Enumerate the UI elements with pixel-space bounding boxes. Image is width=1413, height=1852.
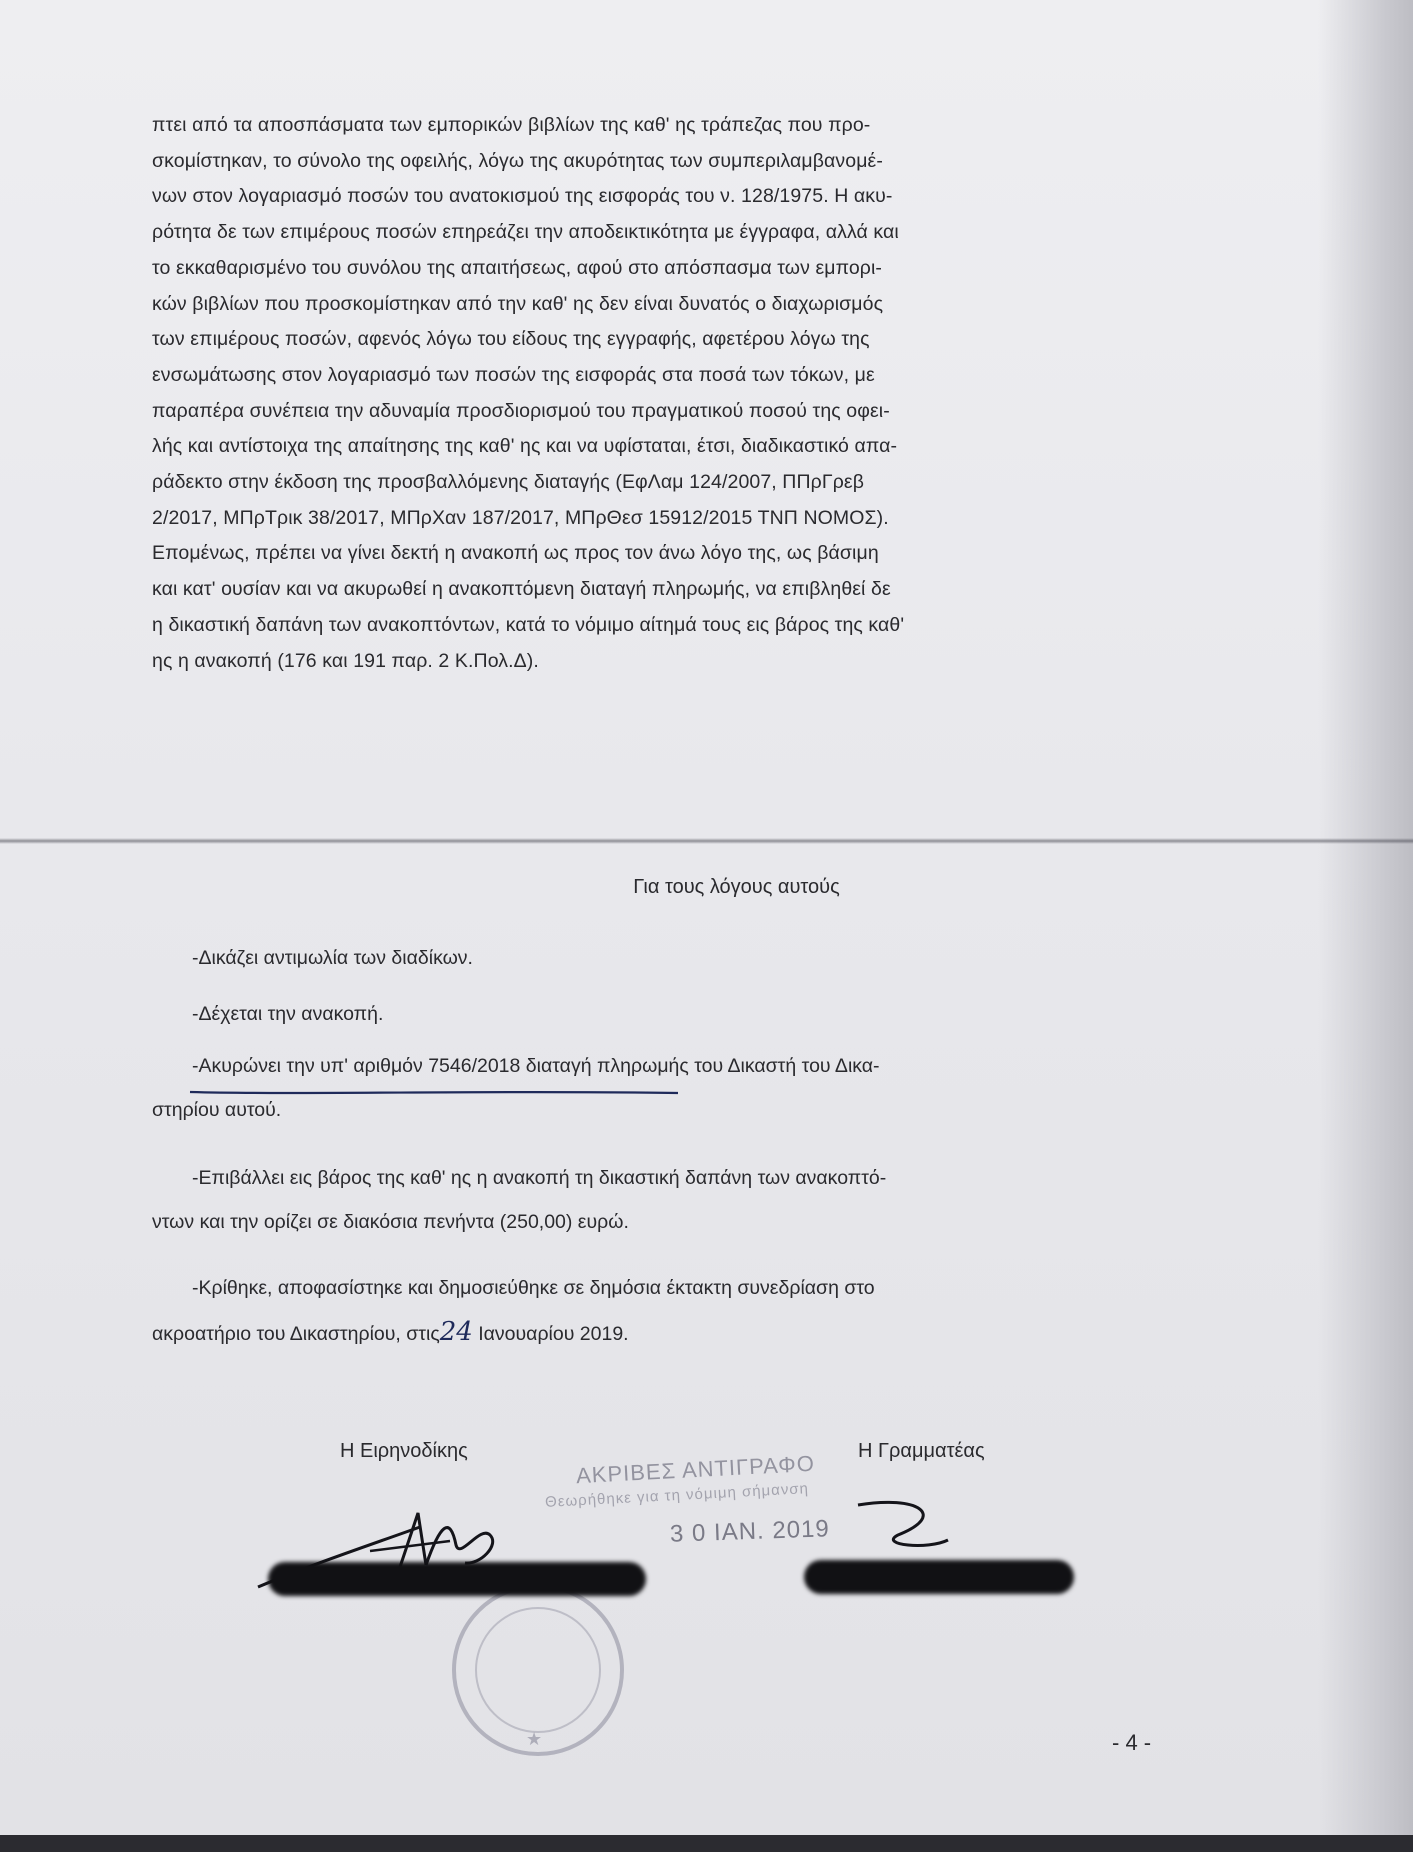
ruling-item-text: -Δέχεται την ανακοπή. <box>192 1003 384 1025</box>
ruling-item <box>152 992 1178 1036</box>
handwritten-underline <box>188 1088 680 1096</box>
handwritten-day: 24 <box>439 1317 473 1347</box>
paragraph-line: κών βιβλίων που προσκομίστηκαν από την καθ' ης δεν είναι δυνατός ο διαχωρισμός <box>152 292 884 315</box>
signature-label-secretary: Η Γραμματέας <box>858 1440 985 1462</box>
stamp-title: ΑΚΡΙΒΕΣ ΑΝΤΙΓΡΑΦΟ <box>575 1450 816 1489</box>
signature-label-judge: Η Ειρηνοδίκης <box>340 1440 468 1462</box>
ruling-item-text-final <box>152 1310 1178 1356</box>
ruling-item-text: στηρίου αυτού. <box>152 1099 282 1121</box>
round-seal-icon <box>448 1580 628 1760</box>
ruling-item <box>152 1266 1178 1356</box>
ruling-item-text: -Ακυρώνει την υπ' αριθμόν 7546/2018 διαταγή πληρωμής του Δικαστή του Δικα- <box>192 1055 880 1077</box>
paper-fold-line <box>0 838 1413 844</box>
paragraph-line: των επιμέρους ποσών, αφενός λόγω του είδους της εγγραφής, αφετέρου λόγω της <box>152 328 870 351</box>
page-number: - 4 - <box>1112 1730 1152 1755</box>
paragraph-line: η δικαστική δαπάνη των ανακοπτόντων, κατά το νόμιμο αίτημά τους εις βάρος της καθ' <box>152 613 905 636</box>
stamp-date: 3 0 ΙΑΝ. 2019 <box>669 1515 831 1548</box>
paragraph-line: ενσωμάτωσης στον λογαριασμό των ποσών της εισφοράς στα ποσά των τόκων, με <box>152 363 875 386</box>
scan-bottom-edge <box>0 1835 1413 1852</box>
redacted-name-secretary <box>804 1560 1074 1594</box>
redacted-name-judge <box>268 1562 646 1596</box>
ruling-item-text: -Επιβάλλει εις βάρος της καθ' ης η ανακοπή τη δικαστική δαπάνη των ανακοπτό- <box>192 1167 887 1189</box>
stamp-subtitle: Θεωρήθηκε για τη νόμιμη σήμανση <box>544 1480 810 1511</box>
page-edge-shadow <box>1318 0 1413 1852</box>
ruling-item-text: -Δικάζει αντιμωλία των διαδίκων. <box>192 947 473 969</box>
paragraph-line: ης η ανακοπή (176 και 191 παρ. 2 Κ.Πολ.Δ). <box>152 649 539 672</box>
paragraph-line: σκομίστηκαν, το σύνολο της οφειλής, λόγω της ακυρότητας των συμπεριλαμβανομέ- <box>152 149 883 172</box>
paragraph-line: ρότητα δε των επιμέρους ποσών επηρεάζει την αποδεικτικότητα με έγγραφα, αλλά και <box>152 221 899 244</box>
closing-text: ακροατήριο του Δικαστηρίου, στις <box>152 1323 440 1345</box>
ruling-item-text: ντων και την ορίζει σε διακόσια πενήντα (250,00) ευρώ. <box>152 1211 629 1233</box>
svg-text:★: ★ <box>526 1729 543 1750</box>
closing-text: Ιανουαρίου 2019. <box>472 1323 629 1345</box>
paragraph-line: το εκκαθαρισμένο του συνόλου της απαιτήσεως, αφού στο απόσπασμα των εμπορι- <box>152 256 883 279</box>
paragraph-line: νων στον λογαριασμό ποσών του ανατοκισμού της εισφοράς του ν. 128/1975. Η ακυ- <box>152 185 893 208</box>
ruling-item-text: -Κρίθηκε, αποφασίστηκε και δημοσιεύθηκε σε δημόσια έκτακτη συνεδρίαση στο <box>192 1277 875 1299</box>
paragraph-line: πτει από τα αποσπάσματα των εμπορικών βιβλίων της καθ' ης τράπεζας που προ- <box>152 114 871 136</box>
paragraph-line: λής και αντίστοιχα της απαίτησης της καθ' ης και να υφίσταται, έτσι, διαδικαστικό απα- <box>152 435 898 458</box>
paragraph-line: ράδεκτο στην έκδοση της προσβαλλόμενης διαταγής (ΕφΛαμ 124/2007, ΠΠρΓρεβ <box>152 471 865 494</box>
paragraph-line: παραπέρα συνέπεια την αδυναμία προσδιορισμού του πραγματικού ποσού της οφει- <box>152 399 890 422</box>
paragraph-line: 2/2017, ΜΠρΤρικ 38/2017, ΜΠρΧαν 187/2017, ΜΠρΘεσ 15912/2015 ΤΝΠ ΝΟΜΟΣ). <box>152 506 889 529</box>
ruling-item <box>152 936 1178 980</box>
main-paragraph <box>152 108 1178 679</box>
paragraph-line: Επομένως, πρέπει να γίνει δεκτή η ανακοπή ως προς τον άνω λόγο της, ως βάσιμη <box>152 542 879 565</box>
paragraph-line: και κατ' ουσίαν και να ακυρωθεί η ανακοπτόμενη διαταγή πληρωμής, να επιβληθεί δε <box>152 578 891 601</box>
ruling-item <box>152 1156 1178 1244</box>
section-heading: Για τους λόγους αυτούς <box>633 876 840 898</box>
